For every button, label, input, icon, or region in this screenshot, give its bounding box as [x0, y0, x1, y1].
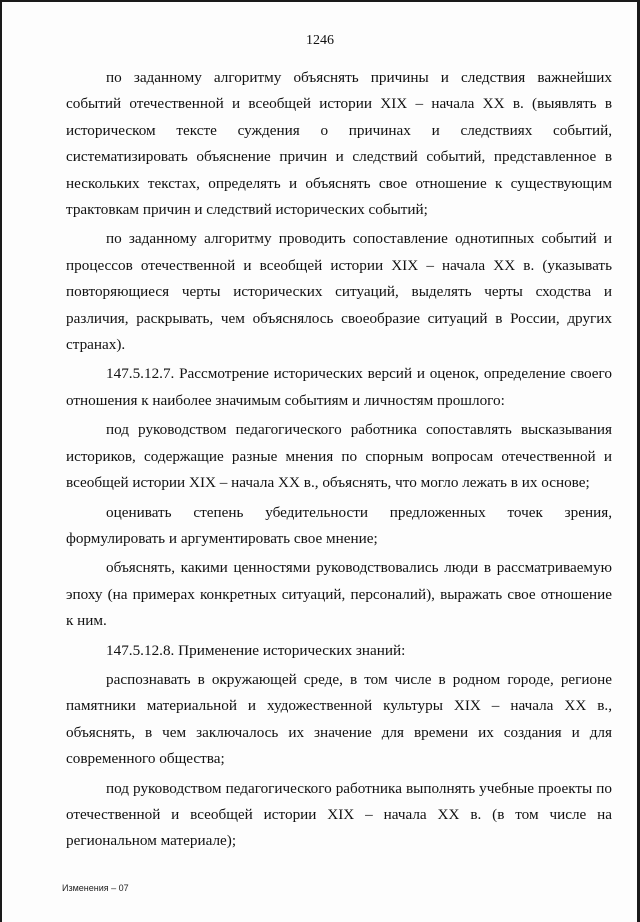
section-heading: 147.5.12.7. Рассмотрение исторических версий и оценок, определение своего отношения к наиболее значимым событиям и личностям прошлого:	[66, 365, 612, 409]
footer-revision-note: Изменения – 07	[62, 883, 129, 893]
section-heading: 147.5.12.8. Применение исторических знаний:	[106, 641, 406, 659]
page-number: 1246	[306, 33, 334, 48]
paragraph: по заданному алгоритму проводить сопоставление однотипных событий и процессов отечественной и всеобщей истории XIX – начала XX в. (указывать повторяющиеся черты исторических ситуаций, выделять черты сходства и различия, раскрывать, чем объяснялось своеобразие ситуаций в России, других странах).	[66, 230, 612, 354]
scan-edge-top	[0, 0, 640, 2]
paragraph: оценивать степень убедительности предложенных точек зрения, формулировать и аргументировать свое мнение;	[66, 503, 612, 547]
scan-edge-left	[0, 0, 2, 922]
paragraph: под руководством педагогического работника сопоставлять высказывания историков, содержащие разные мнения по спорным вопросам отечественной и всеобщей истории XIX – начала XX в., объяснять, что могло лежать в их основе;	[66, 421, 612, 492]
paragraph: под руководством педагогического работника выполнять учебные проекты по отечественной и всеобщей истории XIX – начала XX в. (в том числе на региональном материале);	[66, 779, 612, 850]
paragraph: распознавать в окружающей среде, в том числе в родном городе, регионе памятники материальной и художественной культуры XIX – начала XX в., объяснять, в чем заключалось их значение для времени их создания и для современного общества;	[66, 670, 612, 768]
paragraph: объяснять, какими ценностями руководствовались люди в рассматриваемую эпоху (на примерах конкретных ситуаций, персоналий), выражать свое отношение к ним.	[66, 559, 612, 630]
document-body	[66, 65, 612, 855]
paragraph: по заданному алгоритму объяснять причины и следствия важнейших событий отечественной и всеобщей истории XIX – начала XX в. (выявлять в историческом тексте суждения о причинах и следствиях событий, систематизировать объяснение причин и следствий событий, представленное в нескольких текстах, определять и объяснять свое отношение к существующим трактовкам причин и следствий исторических событий;	[66, 69, 612, 219]
